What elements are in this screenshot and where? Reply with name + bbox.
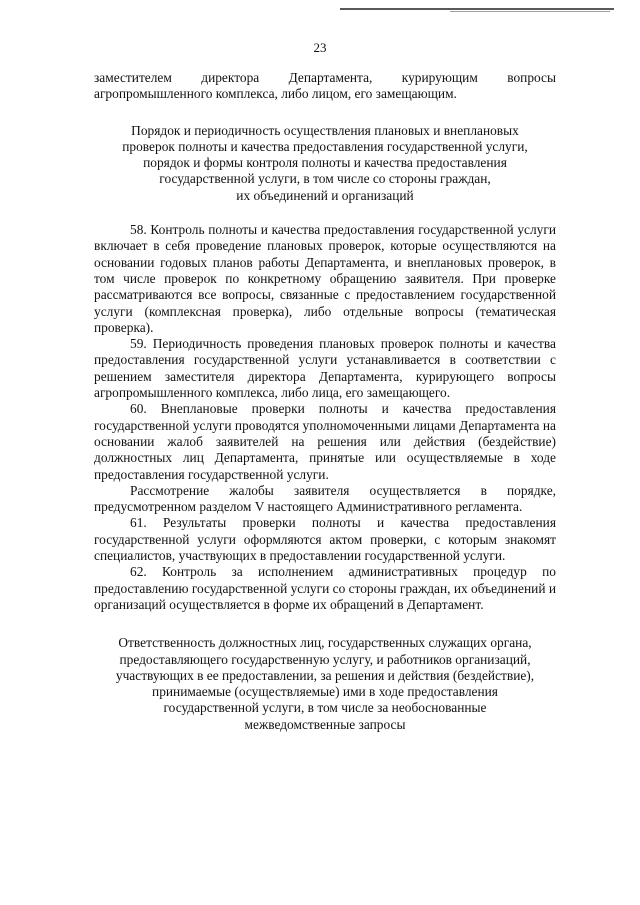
- section-heading-responsibility: [94, 635, 556, 733]
- scan-artifact-line: [340, 8, 614, 10]
- heading-line: Ответственность должностных лиц, государственных служащих органа,: [118, 635, 532, 651]
- heading-line: государственной услуги, в том числе со стороны граждан,: [159, 171, 491, 187]
- paragraph-60: 60. Внеплановые проверки полноты и качества предоставления государственной услуги проводятся уполномоченными лицами Департамента на основании жалоб заявителей на решения или действия (бездействие) должностных лиц Департамента, принятые или осуществляемые в ходе предоставления государственной услуги.: [94, 401, 556, 482]
- heading-line: предоставляющего государственную услугу, и работников организаций,: [119, 651, 531, 667]
- paragraph-complaint-review: Рассмотрение жалобы заявителя осуществляется в порядке, предусмотренном разделом V настоящего Административного регламента.: [94, 482, 556, 515]
- paragraph-62: 62. Контроль за исполнением административных процедур по предоставлению государственной услуги со стороны граждан, их объединений и организаций осуществляется в форме их обращений в Департамент.: [94, 564, 557, 612]
- heading-line: государственной услуги, в том числе за необоснованные: [163, 700, 487, 716]
- paragraph-59: 59. Периодичность проведения плановых проверок полноты и качества предоставления государственной услуги устанавливается в соответствии с решением заместителя директора Департамента, курирующего вопросы агропромышленного комплекса, либо лица, его замещающего.: [94, 336, 556, 401]
- heading-line: их объединений и организаций: [236, 187, 414, 203]
- heading-line: участвующих в ее предоставлении, за решения и действия (бездействие),: [115, 667, 535, 683]
- intro-paragraph: заместителем директора Департамента, курирующим вопросы агропромышленного комплекса, либо лицом, его замещающим.: [94, 70, 556, 102]
- paragraph-61: 61. Результаты проверки полноты и качества предоставления государственной услуги оформляются актом проверки, с которым знакомят специалистов, участвующих в предоставлении государственной услуги.: [94, 515, 556, 564]
- page-number: 23: [313, 40, 327, 55]
- heading-line: межведомственные запросы: [244, 716, 406, 732]
- document-body: [94, 70, 556, 751]
- heading-line: Порядок и периодичность осуществления плановых и внеплановых: [131, 122, 519, 138]
- heading-line: порядок и формы контроля полноты и качества предоставления: [143, 155, 507, 171]
- scan-artifact-line-secondary: [450, 11, 610, 12]
- paragraph-58: 58. Контроль полноты и качества предоставления государственной услуги включает в себя проведение плановых проверок, которые осуществляются на основании годовых планов работы Департамента, и внеплановых проверок, в том числе проверок по конкретному обращению заявителя. При проверке рассматриваются все вопросы, связанные с предоставлением государственной услуги (комплексная проверка), либо отдельные вопросы (тематическая проверка).: [94, 222, 556, 335]
- heading-line: проверок полноты и качества предоставления государственной услуги,: [122, 138, 528, 154]
- heading-line: принимаемые (осуществляемые) ими в ходе предоставления: [152, 684, 498, 700]
- section-heading-control: [94, 123, 556, 204]
